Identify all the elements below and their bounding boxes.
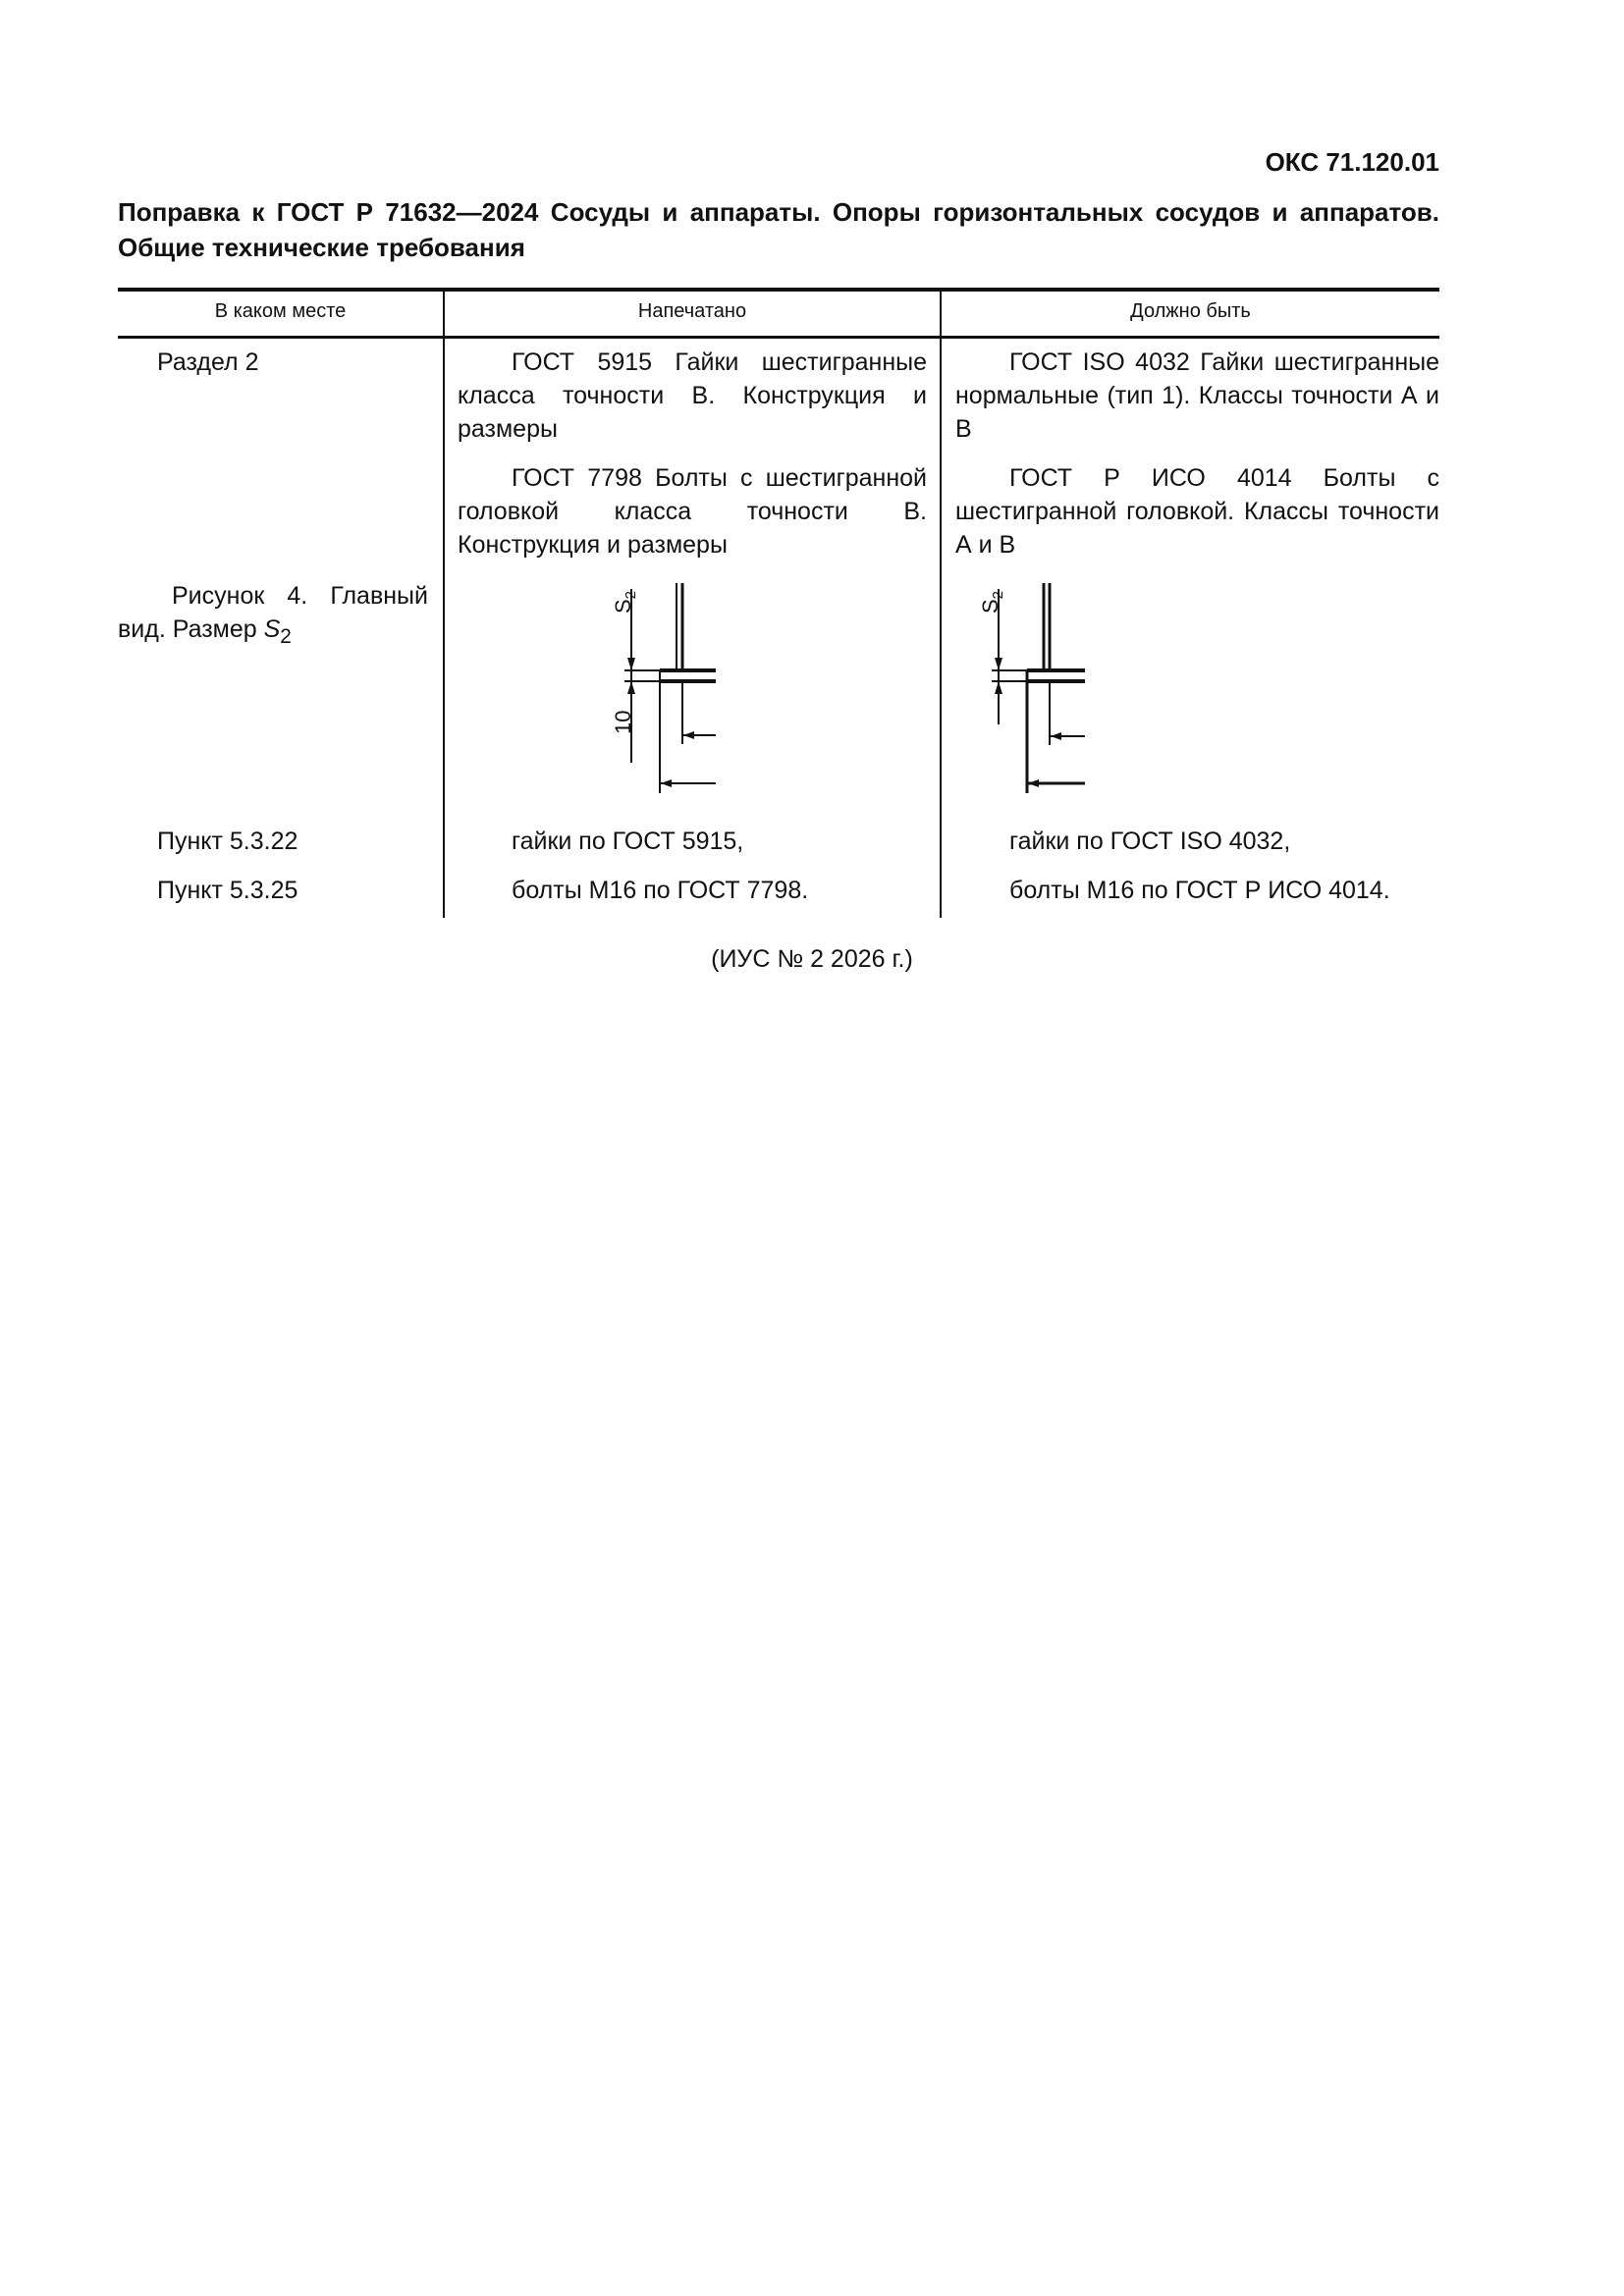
dim-subscript: 2	[623, 590, 639, 600]
svg-text:S2	[978, 591, 1006, 614]
dim-subscript: 2	[990, 590, 1006, 600]
oks-code: ОКС 71.120.01	[1265, 147, 1439, 177]
column-header-should-be: Должно быть	[1130, 300, 1251, 322]
row-printed: болты М16 по ГОСТ 7798.	[512, 877, 809, 904]
printed-figure	[611, 583, 716, 793]
column-header-printed: Напечатано	[637, 300, 747, 322]
column-header-place: В каком месте	[214, 300, 347, 322]
row-should-be: ГОСТ Р ИСО 4014 Болты с шестигранной головкой. Классы точности А и В	[955, 464, 1439, 559]
document-title: Поправка к ГОСТ Р 71632—2024 Сосуды и аппараты. Опоры горизонтальных сосудов и аппаратов. Общие технические требования	[118, 197, 1439, 262]
row-printed: ГОСТ 5915 Гайки шестигранные класса точности В. Конструкция и размеры	[458, 348, 927, 443]
row-printed: ГОСТ 7798 Болты с шестигранной головкой класса точности В. Конструкция и размеры	[458, 464, 927, 559]
row-should-be: гайки по ГОСТ ISO 4032,	[1009, 828, 1291, 855]
dim-label-s2: S	[978, 599, 1002, 614]
row-should-be: болты М16 по ГОСТ Р ИСО 4014.	[1009, 877, 1390, 904]
row-place: Раздел 2	[157, 348, 259, 376]
ius-reference: (ИУС № 2 2026 г.)	[711, 945, 913, 973]
dim-label-s2: S	[611, 599, 635, 614]
row-place: Пункт 5.3.22	[157, 828, 298, 855]
row-place: Пункт 5.3.25	[157, 877, 298, 904]
place-text: Рисунок 4. Главный вид. Размер	[118, 582, 428, 643]
symbol: S	[263, 615, 281, 643]
row-printed: гайки по ГОСТ 5915,	[512, 828, 744, 855]
symbol-subscript: 2	[280, 625, 292, 648]
row-should-be: ГОСТ ISO 4032 Гайки шестигранные нормальные (тип 1). Классы точности А и В	[955, 348, 1439, 443]
should-be-figure	[978, 583, 1085, 793]
svg-text:S2	[611, 591, 639, 614]
dim-label-10: 10	[611, 710, 635, 734]
